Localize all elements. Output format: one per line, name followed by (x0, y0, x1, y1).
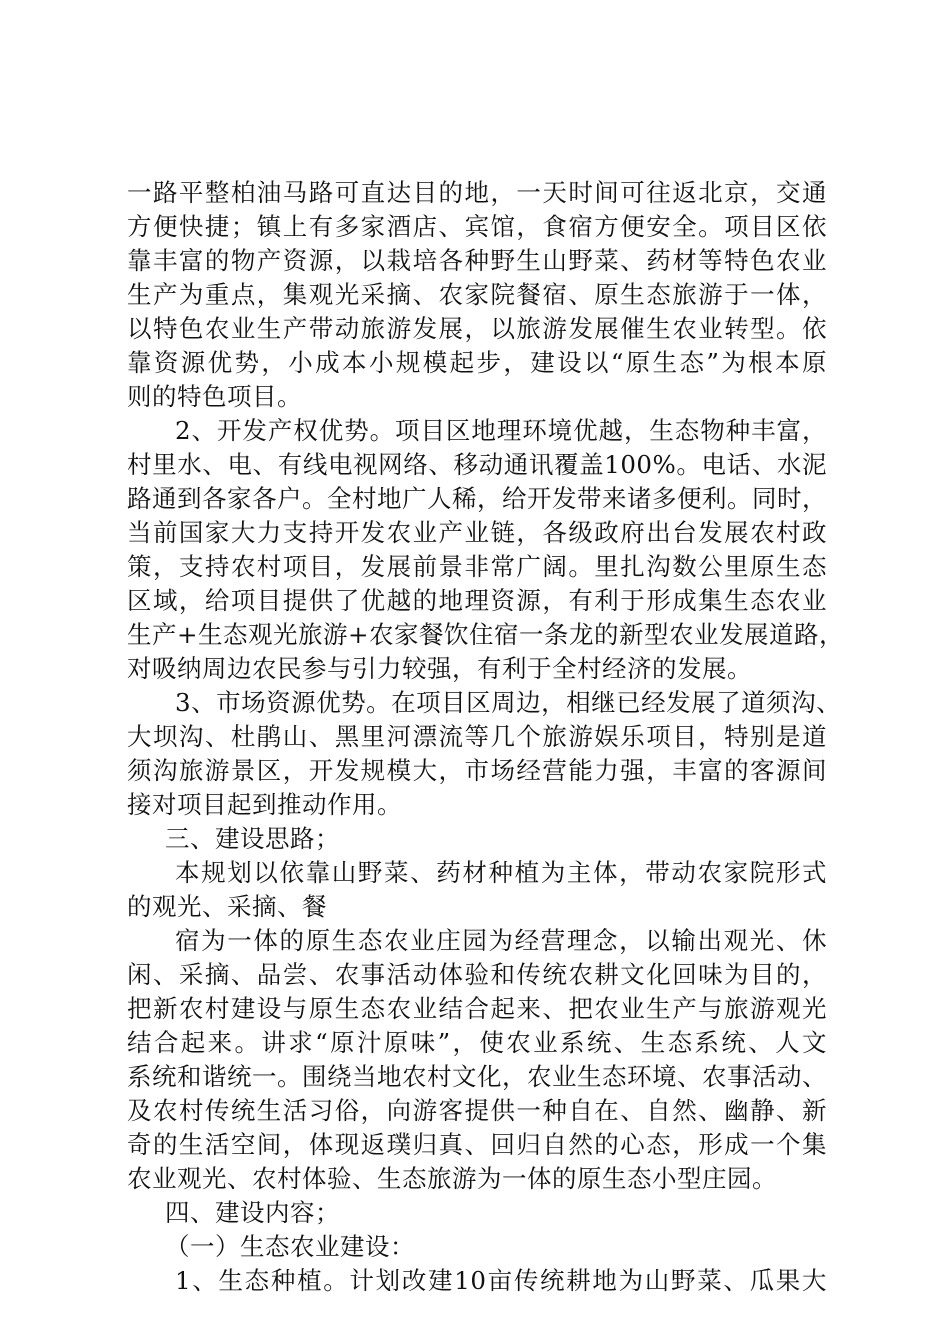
text-line: 则的特色项目。 (127, 382, 302, 411)
text-line: 系统和谐统一。围绕当地农村文化，农业生态环境、农事活动、 (127, 1062, 827, 1091)
text-line: 靠资源优势，小成本小规模起步，建设以“原生态”为根本原 (127, 348, 827, 377)
text-line: 本规划以依靠山野菜、药材种植为主体，带动农家院形式 (175, 858, 827, 887)
text-line: 2、开发产权优势。项目区地理环境优越，生态物种丰富， (175, 416, 827, 445)
text-line: 区域，给项目提供了优越的地理资源，有利于形成集生态农业 (127, 586, 827, 615)
text-line: 1、生态种植。计划改建10亩传统耕地为山野菜、瓜果大 (175, 1266, 827, 1295)
text-line: 3、市场资源优势。在项目区周边，相继已经发展了道须沟、 (175, 688, 842, 717)
text-line: 奇的生活空间，体现返璞归真、回归自然的心态，形成一个集 (127, 1130, 827, 1159)
text-line: 把新农村建设与原生态农业结合起来、把农业生产与旅游观光 (127, 994, 827, 1023)
text-line: 及农村传统生活习俗，向游客提供一种自在、自然、幽静、新 (127, 1096, 827, 1125)
text-line: 接对项目起到推动作用。 (127, 790, 402, 819)
text-line: 大坝沟、杜鹃山、黑里河漂流等几个旅游娱乐项目，特别是道 (127, 722, 827, 751)
text-line: 生产为重点，集观光采摘、农家院餐宿、原生态旅游于一体， (127, 280, 827, 309)
text-line: 村里水、电、有线电视网络、移动通讯覆盖100%。电话、水泥 (127, 450, 827, 479)
text-line: 生产+生态观光旅游+农家餐饮住宿一条龙的新型农业发展道路， (127, 620, 845, 649)
text-line: 当前国家大力支持开发农业产业链，各级政府出台发展农村政 (127, 518, 827, 547)
text-line: 策，支持农村项目，发展前景非常广阔。里扎沟数公里原生态 (127, 552, 827, 581)
text-line: 以特色农业生产带动旅游发展，以旅游发展催生农业转型。依 (127, 314, 827, 343)
subsection-heading: （一）生态农业建设： (165, 1232, 415, 1261)
text-line: 的观光、采摘、餐 (127, 892, 327, 921)
text-line: 靠丰富的物产资源，以栽培各种野生山野菜、药材等特色农业 (127, 246, 827, 275)
text-line: 结合起来。讲求“原汁原味”，使农业系统、生态系统、人文 (127, 1028, 827, 1057)
text-line: 路通到各家各户。全村地广人稀，给开发带来诸多便利。同时， (127, 484, 827, 513)
text-line: 方便快捷；镇上有多家酒店、宾馆，食宿方便安全。项目区依 (127, 212, 827, 241)
text-line: 农业观光、农村体验、生态旅游为一体的原生态小型庄园。 (127, 1164, 777, 1193)
text-line: 闲、采摘、品尝、农事活动体验和传统农耕文化回味为目的， (127, 960, 827, 989)
section-heading: 三、建设思路； (165, 824, 340, 853)
text-line: 须沟旅游景区，开发规模大，市场经营能力强，丰富的客源间 (127, 756, 827, 785)
text-line: 宿为一体的原生态农业庄园为经营理念，以输出观光、休 (175, 926, 827, 955)
section-heading: 四、建设内容； (165, 1198, 340, 1227)
text-line: 对吸纳周边农民参与引力较强，有利于全村经济的发展。 (127, 654, 752, 683)
text-line: 一路平整柏油马路可直达目的地，一天时间可往返北京，交通 (127, 178, 827, 207)
